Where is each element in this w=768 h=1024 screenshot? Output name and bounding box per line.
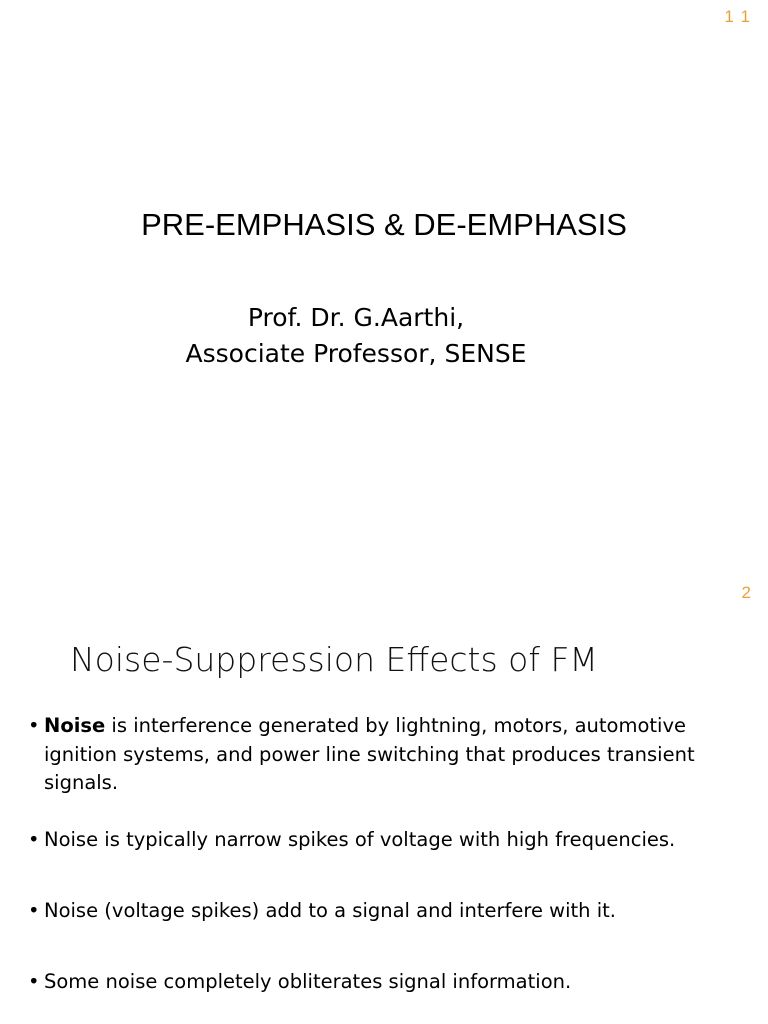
bullet-icon: • [28, 969, 40, 993]
author-position: Associate Professor, SENSE [185, 339, 527, 368]
bullet-bold-term: Noise [44, 714, 106, 737]
bullet-text: Noise (voltage spikes) add to a signal and interfere with it. [44, 899, 616, 922]
bullet-text: Some noise completely obliterates signal information. [44, 969, 572, 993]
slide-2 [0, 576, 768, 1024]
bullet-item [28, 826, 748, 855]
slide-title: PRE-EMPHASIS & DE-EMPHASIS [141, 207, 627, 242]
author-block [0, 300, 712, 372]
author-name: Prof. Dr. G.Aarthi, [247, 303, 465, 332]
bullet-icon: • [28, 714, 40, 737]
page-number: 1 1 [724, 7, 751, 26]
bullet-text: is interference generated by lightning, motors, automotive ignition systems, and power line switching that produces transient signals. [44, 714, 695, 794]
bullet-icon: • [28, 899, 40, 922]
bullet-list [28, 712, 748, 996]
slide-title: Noise-Suppression Effects of FM [70, 640, 598, 679]
bullet-item [28, 897, 748, 926]
bullet-text: Noise is typically narrow spikes of voltage with high frequencies. [44, 827, 676, 851]
bullet-item [28, 968, 748, 997]
bullet-icon: • [28, 827, 40, 851]
bullet-item [28, 712, 748, 798]
page-number: 2 [741, 583, 751, 602]
